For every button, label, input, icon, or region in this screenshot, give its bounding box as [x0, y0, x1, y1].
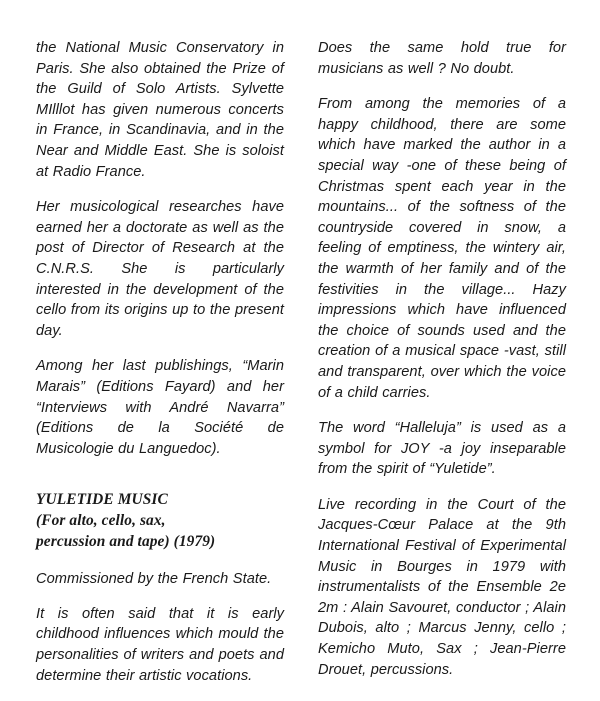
paragraph-commission: Commissioned by the French State.	[36, 571, 272, 588]
paragraph-research: Her musicological researches have earned her a doctorate as well as the post of Director of Research at the C.N.R.S. She is particularly interested in the development of the cello from its origins up to the present day.	[36, 199, 284, 339]
paragraph-childhood-influences: It is often said that it is early childhood influences which mould the personalities of writers and poets and determine their artistic vocations.	[36, 605, 284, 684]
paragraph-halleluja: The word “Halleluja” is used as a symbol for JOY -a joy inseparable from the spirit of “Yuletide”.	[318, 420, 566, 478]
paragraph-publications: Among her last publishings, “Marin Marais” (Editions Fayard) and her “Interviews with André Navarra” (Editions de la Société de Musicologie du Languedoc).	[36, 358, 284, 457]
paragraph-question: Does the same hold true for musicians as well ? No doubt.	[318, 40, 566, 77]
paragraph-biography-intro: the National Music Conservatory in Paris. She also obtained the Prize of the Guild of Solo Artists. Sylvette MIlllot has given numerous concerts in France, in Scandinavia, and in the Near and Middle East. She is soloist at Radio France.	[36, 40, 284, 180]
two-column-layout	[36, 38, 572, 701]
paragraph-live-recording: Live recording in the Court of the Jacques-Cœur Palace at the 9th International Festival of Experimental Music in Bourges in 1979 with instrumentalists of the Ensemble 2e 2m : Alain Savouret, conductor ; Alain Dubois, alto ; Marcus Jenny, cello ; Kemicho Muto, Sax ; Jean-Pierre Drouet, percussions.	[318, 496, 566, 678]
paragraph-memories: From among the memories of a happy childhood, there are some which have marked the author in a special way -one of these being of Christmas spent each year in the mountains... of the softness of the countryside covered in snow, a feeling of emptiness, the wintery air, the warmth of her family and of the festivities in the village... Hazy impressions which have influenced the choice of sounds used and the creation of a musical space -vast, still and transparent, over which the voice of a child carries.	[318, 96, 566, 401]
section-heading-line-3: percussion and tape) (1979)	[36, 533, 216, 551]
section-heading	[36, 489, 284, 552]
section-heading-line-1: YULETIDE MUSIC	[36, 491, 168, 509]
left-column	[36, 38, 284, 701]
section-heading-line-2: (For alto, cello, sax,	[36, 512, 166, 530]
right-column	[318, 38, 566, 695]
